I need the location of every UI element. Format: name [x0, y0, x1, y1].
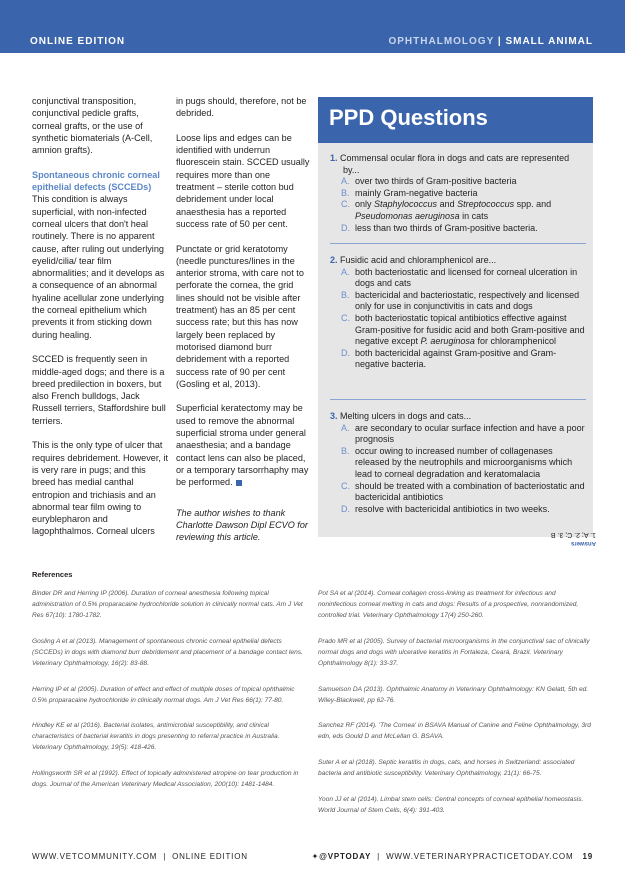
option-a: [330, 267, 586, 290]
ppd-header: [318, 97, 593, 143]
footer-right: [312, 852, 593, 861]
body-paragraph: SCCED is frequently seen in middle-aged dogs; and there is a breed predilection in boxers, but also French bulldogs, Jack Russell terriers, Staffordshire bull terriers.: [32, 354, 166, 426]
option-letter: B.: [341, 289, 350, 300]
answers-label: Answers: [570, 540, 596, 546]
reference-item: Suter A et al (2018). Septic keratitis in dogs, cats, and horses in Switzerland: associated bacteria and antibiotic susceptibility. Veterinary Ophthalmology, 21(1): 66-75.: [318, 758, 575, 778]
acknowledgement: The author wishes to thank Charlotte Dawson Dipl ECVO for reviewing this article.: [176, 507, 308, 543]
references-heading: References: [32, 570, 73, 579]
option-letter: D.: [341, 347, 350, 358]
option-text-italic: Streptococcus: [457, 199, 515, 210]
option-text: are secondary to ocular surface infection and have a poor prognosis: [355, 422, 585, 445]
question-text: Melting ulcers in dogs and cats...: [340, 411, 472, 421]
footer-left: WWW.VETCOMMUNITY.COM | ONLINE EDITION: [32, 852, 248, 861]
question-stem: [330, 153, 586, 176]
option-d: [330, 348, 586, 371]
question-number: 1.: [330, 153, 338, 163]
keratectomy-text: Superficial keratectomy may be used to remove the abnormal superficial stroma under general anaesthesia; and a bandage contact lens can also be placed, or a temporary tarsorrhaphy may be performed.: [176, 403, 309, 488]
question-divider: [330, 399, 586, 400]
option-text: occur owing to increased number of collagenases released by the neutrophils and microorganisms which lead to corneal degradation and keratomalacia: [355, 445, 573, 479]
option-text: and: [437, 199, 458, 210]
option-c: [330, 313, 586, 348]
option-text-italic: P. aeruginosa: [420, 336, 475, 347]
option-text: over two thirds of Gram-positive bacteria: [355, 176, 517, 187]
option-b: [330, 446, 586, 481]
question-text: Fusidic acid and chloramphenicol are...: [340, 255, 497, 265]
reference-item: Herring IP et al (2005). Duration of effect and effect of multiple doses of topical ophthalmic 0.5% proparacaine hydrochloride in clinically normal dogs. Am J Vet Res 66(1): 77-80.: [32, 685, 295, 704]
subsection-name: SMALL ANIMAL: [505, 36, 593, 47]
answers-value: 1. A; 2. C; 3. B: [550, 531, 596, 538]
option-text: both bactericidal against Gram-positive and Gram-negative bacteria.: [355, 347, 557, 370]
body-paragraph: Loose lips and edges can be identified with underrun fluorescein stain. SCCED usually requires more than one treatment – sterile cotton bud debridement under local anaesthesia has a reported success rate of 50 per cent.: [176, 132, 310, 229]
reference-item: Samuelson DA (2013). Ophthalmic Anatomy in Veterinary Ophthalmology: KN Gelatt, 5th ed. Wiley-Blackwell, pp 62-76.: [318, 685, 589, 704]
reference-item: Hindley KE et al (2016). Bacterial isolates, antimicrobial susceptibility, and clinical characteristics of bacterial keratitis in dogs presenting to referral practice in Australia. Veterinary Ophthalmology, 19(5): 418-426.: [32, 722, 280, 752]
option-text: spp. and: [514, 199, 552, 210]
references-left-column: [32, 588, 307, 805]
body-paragraph: in pugs should, therefore, not be debrided.: [176, 96, 307, 119]
ppd-questions-box: [318, 97, 593, 537]
option-text: resolve with bactericidal antibiotics in two weeks.: [355, 503, 550, 514]
twitter-icon: ✦: [311, 852, 320, 861]
option-text: both bacteriostatic and licensed for corneal ulceration in dogs and cats: [355, 266, 578, 289]
option-b: [330, 188, 586, 200]
option-text: less than two thirds of Gram-positive bacteria.: [355, 222, 538, 233]
article-column-2: [176, 95, 310, 556]
question-3: [330, 411, 586, 515]
option-text: should be treated with a combination of bacteriostatic and bactericidal antibiotics: [355, 480, 585, 503]
option-c: [330, 199, 586, 222]
body-paragraph: This condition is always superficial, with non-infected corneal ulcers that don't heal routinely. There is no apparent cause, after ruling out underlying eyelid/cilia/ tear film abnormalities; and it develops as a consequence of an abnormal hyaline acellular zone underlying the corneal epithelium which prevents it from sticking down during healing.: [32, 194, 165, 340]
reference-item: Binder DR and Herring IP (2006). Duration of corneal anesthesia following topical administration of 0.5% proparacaine hydrochloride solution in clinically normal cats. Am J Vet Res 67(10): 1780-1782.: [32, 590, 303, 620]
section-separator: |: [497, 36, 502, 47]
reference-item: Sanchez RF (2014). 'The Cornea' in BSAVA Manual of Canine and Feline Ophthalmology, 3rd edn, eds Gould D and McLellan G. BSAVA.: [318, 722, 591, 741]
question-number: 2.: [330, 255, 338, 265]
option-letter: A.: [341, 176, 350, 187]
option-d: [330, 504, 586, 516]
question-number: 3.: [330, 411, 338, 421]
option-text: mainly Gram-negative bacteria: [355, 187, 478, 198]
answers-key: [548, 530, 596, 547]
page-number: 19: [582, 852, 593, 861]
section-label: [388, 36, 593, 48]
reference-item: Prado MR et al (2005). Survey of bacterial microorganisms in the conjunctival sac of clinically normal dogs and dogs with ulcerative keratitis in Fortaleza, Ceará, Brazil. Veterinary Ophthalmology 8(1): 33-37.: [318, 637, 590, 667]
edition-label: ONLINE EDITION: [30, 36, 126, 47]
option-letter: A.: [341, 266, 350, 277]
ppd-title: PPD Questions: [329, 105, 488, 130]
option-c: [330, 481, 586, 504]
end-mark-icon: [236, 480, 242, 486]
question-stem: [330, 411, 586, 423]
option-letter: B.: [341, 187, 350, 198]
option-d: [330, 223, 586, 235]
question-stem: [330, 255, 586, 267]
reference-item: Yoon JJ et al (2014). Limbal stem cells: Central concepts of corneal epithelial homeostasis. World Journal of Stem Cells, 6(4): 391-403.: [318, 795, 584, 814]
option-text: only: [355, 199, 375, 210]
option-text: both bacteriostatic topical antibiotics effective against Gram-positive for fusidic acid and both Gram-positive and negative except: [355, 312, 585, 347]
footer-site: | WWW.VETERINARYPRACTICETODAY.COM: [371, 852, 574, 861]
option-text: for chloramphenicol: [474, 336, 556, 347]
body-paragraph: This is the only type of ulcer that requires debridement. However, it is very rare in pugs; and this breed has medial canthal entropion and trichiasis and an abnormal tear film owing to euryblepharon and lagophthalmos. Corneal ulcers: [32, 440, 168, 537]
option-letter: D.: [341, 222, 350, 233]
option-a: [330, 176, 586, 188]
references-right-column: [318, 588, 593, 830]
option-letter: B.: [341, 445, 350, 456]
section-name: OPHTHALMOLOGY: [388, 36, 495, 47]
option-b: [330, 290, 586, 313]
option-letter: C.: [341, 312, 350, 323]
article-column-1: [32, 95, 170, 550]
question-divider: [330, 243, 586, 244]
body-paragraph: [176, 402, 310, 488]
reference-item: Pot SA et al (2014). Corneal collagen cross-linking as treatment for infectious and noninfectious corneal melting in cats and dogs: Results of a prospective, nonrandomized, controlled trial. Veterinary Ophthalmology 17(4) 250-260.: [318, 590, 579, 620]
option-a: [330, 423, 586, 446]
option-letter: C.: [341, 199, 350, 210]
question-1: [330, 153, 586, 234]
option-letter: D.: [341, 503, 350, 514]
reference-item: Hollingsworth SR et al (1992). Effect of topically administered atropine on tear production in dogs. Journal of the American Veterinary Medical Association, 200(10): 1481-1484.: [32, 770, 299, 789]
option-letter: A.: [341, 422, 350, 433]
twitter-handle: @VPTODAY: [319, 852, 372, 861]
reference-item: Gosling A et al (2013). Management of spontaneous chronic corneal epithelial defects (SCCEDs) in dogs with diamond burr debridement and placement of a bandage contact lens. Veterinary Ophthalmology, 16(2): 83-88.: [32, 637, 303, 667]
scced-subheading: Spontaneous chronic corneal epithelial defects (SCCEDs): [32, 169, 160, 193]
option-text: bactericidal and bacteriostatic, respectively and licensed only for use in conjunctivitis in cats and dogs: [355, 289, 580, 312]
option-text: in cats: [459, 210, 489, 221]
option-text-italic: Pseudomonas aeruginosa: [355, 210, 460, 221]
option-text-italic: Staphylococcus: [374, 199, 438, 210]
intro-paragraph: conjunctival transposition, conjunctival pedicle grafts, corneal grafts, or the use of synthetic biomaterials (A-Cell, amnion grafts).: [32, 96, 153, 156]
question-text: Commensal ocular flora in dogs and cats are represented by...: [340, 153, 570, 175]
option-letter: C.: [341, 480, 350, 491]
question-2: [330, 255, 586, 371]
body-paragraph: Punctate or grid keratotomy (needle punctures/lines in the anterior stroma, with care not to perforate the cornea, the grid lines should not be visible after treatment) has an 85 per cent success rate; but this has now largely been replaced by motorised diamond burr debridement with a reported success rate of 90 per cent (Gosling et al, 2013).: [176, 243, 304, 389]
